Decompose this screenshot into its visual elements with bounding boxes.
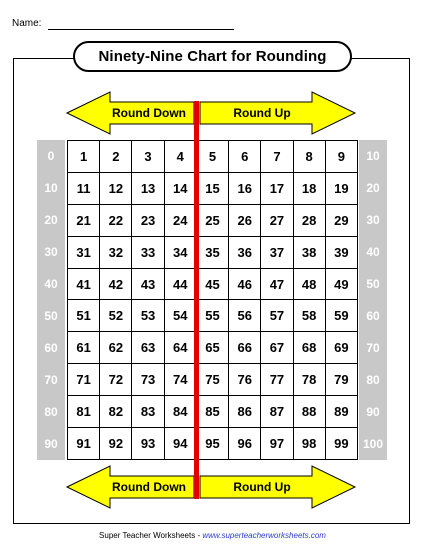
grid-cell: 34 <box>165 237 197 269</box>
grid-cell: 81 <box>68 396 100 428</box>
grid-cell: 99 <box>326 428 358 460</box>
grid-cell: 46 <box>229 269 261 301</box>
grid-cell: 77 <box>261 364 293 396</box>
grid-cell: 7 <box>261 141 293 173</box>
grid-cell: 57 <box>261 300 293 332</box>
grid-cell: 53 <box>132 300 164 332</box>
right-tens-label: 20 <box>366 181 380 195</box>
left-tens-column <box>37 140 65 460</box>
grid-cell: 11 <box>68 173 100 205</box>
grid-cell: 52 <box>100 300 132 332</box>
grid-cell: 24 <box>165 205 197 237</box>
grid-cell: 29 <box>326 205 358 237</box>
footer-text: Super Teacher Worksheets - <box>99 531 203 540</box>
footer <box>0 531 425 540</box>
grid-cell: 8 <box>294 141 326 173</box>
grid-cell: 73 <box>132 364 164 396</box>
left-tens-label: 30 <box>44 245 58 259</box>
grid-cell: 35 <box>197 237 229 269</box>
right-tens-column <box>359 140 387 460</box>
left-tens-label: 20 <box>44 213 58 227</box>
grid-cell: 1 <box>68 141 100 173</box>
grid-cell: 71 <box>68 364 100 396</box>
grid-cell: 92 <box>100 428 132 460</box>
grid-cell: 82 <box>100 396 132 428</box>
left-tens-label: 50 <box>44 309 58 323</box>
rounding-divider-line <box>194 101 199 499</box>
left-tens-label: 40 <box>44 277 58 291</box>
grid-cell: 79 <box>326 364 358 396</box>
grid-cell: 27 <box>261 205 293 237</box>
grid-cell: 4 <box>165 141 197 173</box>
grid-cell: 44 <box>165 269 197 301</box>
grid-cell: 2 <box>100 141 132 173</box>
grid-cell: 19 <box>326 173 358 205</box>
grid-cell: 42 <box>100 269 132 301</box>
grid-cell: 63 <box>132 332 164 364</box>
grid-cell: 3 <box>132 141 164 173</box>
grid-cell: 62 <box>100 332 132 364</box>
grid-cell: 41 <box>68 269 100 301</box>
grid-cell: 21 <box>68 205 100 237</box>
ninety-nine-grid <box>67 140 358 460</box>
name-label: Name: <box>12 18 42 29</box>
grid-cell: 72 <box>100 364 132 396</box>
grid-cell: 94 <box>165 428 197 460</box>
grid-cell: 16 <box>229 173 261 205</box>
grid-cell: 13 <box>132 173 164 205</box>
right-tens-label: 60 <box>366 309 380 323</box>
right-tens-label: 50 <box>366 277 380 291</box>
grid-cell: 76 <box>229 364 261 396</box>
grid-cell: 18 <box>294 173 326 205</box>
left-tens-label: 0 <box>47 149 55 163</box>
grid-cell: 15 <box>197 173 229 205</box>
left-tens-label: 90 <box>44 437 58 451</box>
grid-cell: 26 <box>229 205 261 237</box>
grid-cell: 69 <box>326 332 358 364</box>
grid-cell: 37 <box>261 237 293 269</box>
grid-cell: 51 <box>68 300 100 332</box>
grid-cell: 95 <box>197 428 229 460</box>
right-tens-label: 80 <box>366 373 380 387</box>
left-tens-label: 10 <box>44 181 58 195</box>
grid-cell: 43 <box>132 269 164 301</box>
grid-cell: 9 <box>326 141 358 173</box>
grid-cell: 66 <box>229 332 261 364</box>
grid-cell: 45 <box>197 269 229 301</box>
grid-cell: 96 <box>229 428 261 460</box>
grid-cell: 97 <box>261 428 293 460</box>
top-round-down-label: Round Down <box>112 106 186 120</box>
grid-cell: 93 <box>132 428 164 460</box>
grid-cell: 33 <box>132 237 164 269</box>
grid-cell: 61 <box>68 332 100 364</box>
grid-cell: 78 <box>294 364 326 396</box>
grid-cell: 12 <box>100 173 132 205</box>
grid-cell: 22 <box>100 205 132 237</box>
grid-cell: 59 <box>326 300 358 332</box>
grid-cell: 5 <box>197 141 229 173</box>
grid-cell: 75 <box>197 364 229 396</box>
top-round-up-label: Round Up <box>233 106 291 120</box>
grid-cell: 67 <box>261 332 293 364</box>
grid-cell: 68 <box>294 332 326 364</box>
grid-cell: 48 <box>294 269 326 301</box>
left-tens-label: 60 <box>44 341 58 355</box>
left-tens-label: 80 <box>44 405 58 419</box>
right-tens-label: 90 <box>366 405 380 419</box>
grid-cell: 36 <box>229 237 261 269</box>
right-tens-label: 30 <box>366 213 380 227</box>
grid-cell: 91 <box>68 428 100 460</box>
grid-cell: 39 <box>326 237 358 269</box>
grid-cell: 87 <box>261 396 293 428</box>
grid-cell: 14 <box>165 173 197 205</box>
grid-cell: 74 <box>165 364 197 396</box>
grid-cell: 85 <box>197 396 229 428</box>
grid-cell: 47 <box>261 269 293 301</box>
grid-cell: 64 <box>165 332 197 364</box>
grid-cell: 98 <box>294 428 326 460</box>
page-title: Ninety-Nine Chart for Rounding <box>73 41 352 72</box>
grid-cell: 65 <box>197 332 229 364</box>
bottom-round-down-label: Round Down <box>112 480 186 494</box>
right-tens-label: 70 <box>366 341 380 355</box>
grid-cell: 55 <box>197 300 229 332</box>
left-tens-label: 70 <box>44 373 58 387</box>
right-tens-label: 100 <box>362 437 384 451</box>
grid-cell: 83 <box>132 396 164 428</box>
grid-cell: 17 <box>261 173 293 205</box>
grid-cell: 88 <box>294 396 326 428</box>
grid-cell: 38 <box>294 237 326 269</box>
grid-cell: 54 <box>165 300 197 332</box>
grid-cell: 25 <box>197 205 229 237</box>
right-tens-label: 10 <box>366 149 380 163</box>
footer-link[interactable]: www.superteacherworksheets.com <box>202 531 326 540</box>
grid-cell: 84 <box>165 396 197 428</box>
right-tens-label: 40 <box>366 245 380 259</box>
grid-cell: 49 <box>326 269 358 301</box>
bottom-round-up-label: Round Up <box>233 480 291 494</box>
grid-cell: 56 <box>229 300 261 332</box>
grid-cell: 58 <box>294 300 326 332</box>
grid-cell: 86 <box>229 396 261 428</box>
grid-cell: 32 <box>100 237 132 269</box>
grid-cell: 31 <box>68 237 100 269</box>
grid-cell: 28 <box>294 205 326 237</box>
grid-cell: 6 <box>229 141 261 173</box>
grid-cell: 89 <box>326 396 358 428</box>
grid-cell: 23 <box>132 205 164 237</box>
